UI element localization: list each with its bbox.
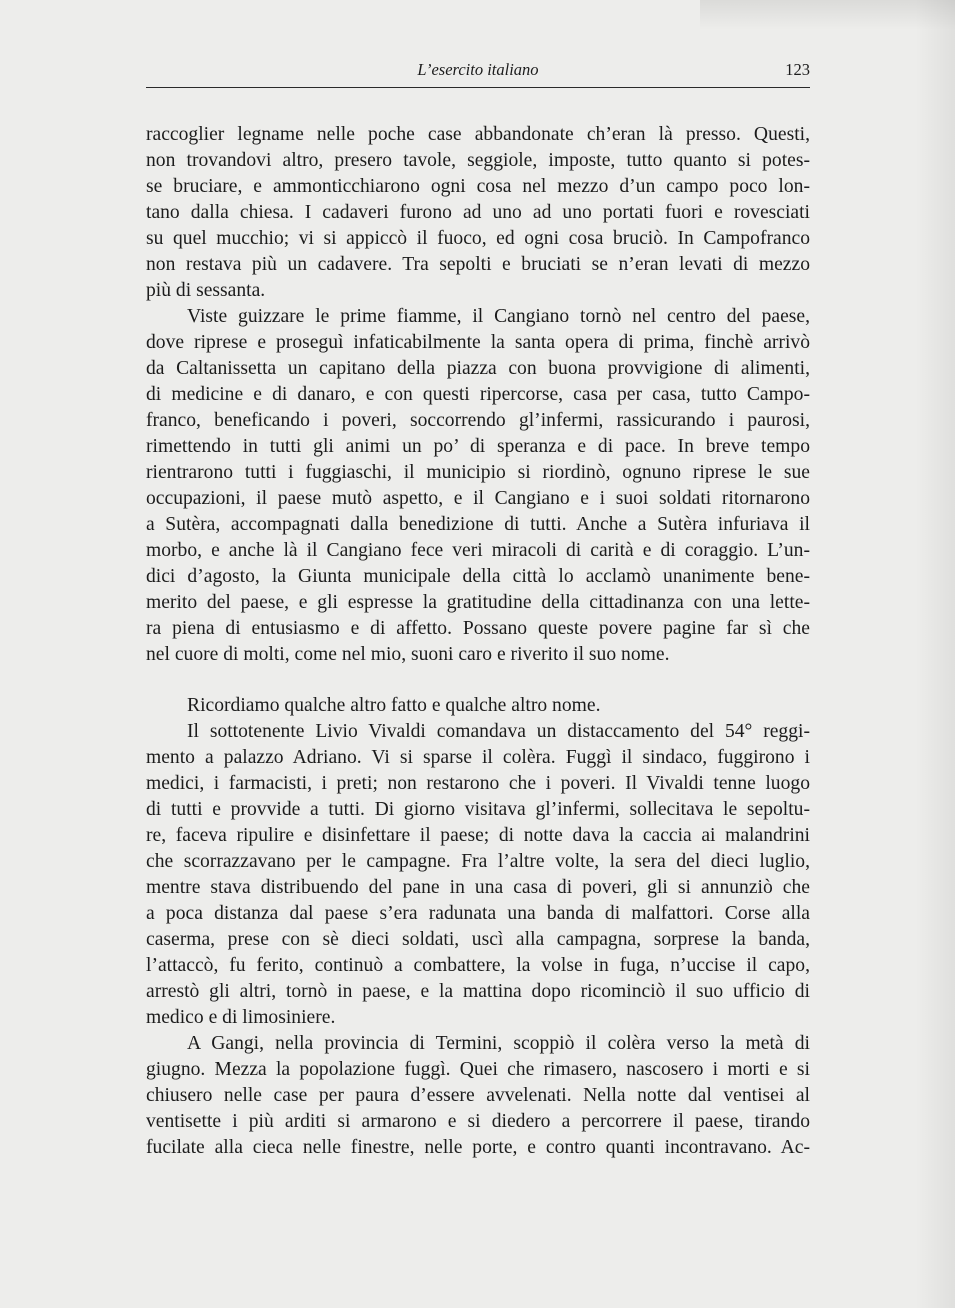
text-line: nel cuore di molti, come nel mio, suoni caro e riverito il suo nome. [146, 644, 670, 665]
text-line: l’attaccò, fu ferito, continuò a combattere, la volse in fuga, n’uccise il capo, [146, 955, 810, 976]
text-line: dici d’agosto, la Giunta municipale della città lo acclamò unanimente bene- [146, 566, 810, 587]
text-line: Ricordiamo qualche altro fatto e qualche altro nome. [187, 695, 601, 716]
text-line: ra piena di entusiasmo e di affetto. Possano queste povere pagine far sì che [146, 618, 810, 639]
text-line: A Gangi, nella provincia di Termini, scoppiò il colèra verso la metà di [187, 1033, 810, 1054]
text-line: che scorrazzavano per le campagne. Fra l’altre volte, la sera del dieci luglio, [146, 851, 810, 872]
text-line: fucilate alla cieca nelle finestre, nelle porte, e contro quanti incontravano. Ac- [146, 1137, 810, 1158]
text-line: re, faceva ripulire e disinfettare il paese; di notte dava la caccia ai malandrini [146, 825, 810, 846]
text-line: franco, beneficando i poveri, soccorrendo gl’infermi, rassicurando i paurosi, [146, 410, 810, 431]
text-line: giugno. Mezza la popolazione fuggì. Quei che rimasero, nascosero i morti e si [146, 1059, 810, 1080]
text-line: non trovandovi altro, presero tavole, seggiole, imposte, tutto quanto si potes- [146, 150, 810, 171]
text-line: medico e di limosiniere. [146, 1007, 336, 1028]
text-line: di tutti e provvide a tutti. Di giorno visitava gl’infermi, sollecitava le sepoltu- [146, 799, 810, 820]
text-line: a poca distanza dal paese s’era radunata una banda di malfattori. Corse alla [146, 903, 810, 924]
text-line: caserma, prese con sè dieci soldati, uscì alla campagna, sorprese la banda, [146, 929, 810, 950]
text-line: Viste guizzare le prime fiamme, il Cangiano tornò nel centro del paese, [187, 306, 810, 327]
text-line: su quel mucchio; vi si appiccò il fuoco, ed ogni cosa bruciò. In Campofranco [146, 228, 810, 249]
text-line: dove riprese e proseguì infaticabilmente la santa opera di prima, finchè arrivò [146, 332, 810, 353]
text-line: a Sutèra, accompagnati dalla benedizione di tutti. Anche a Sutèra infuriava il [146, 514, 810, 535]
text-line: arrestò gli altri, tornò in paese, e la mattina dopo ricominciò il suo ufficio di [146, 981, 810, 1002]
text-line: più di sessanta. [146, 280, 266, 301]
running-head [146, 60, 810, 86]
page-number: 123 [785, 60, 810, 79]
text-line: di medicine e di danaro, e con questi ripercorse, casa per casa, tutto Campo- [146, 384, 810, 405]
text-line: merito del paese, e gli espresse la gratitudine della cittadinanza con una lette- [146, 592, 810, 613]
text-line: se bruciare, e ammonticchiarono ogni cosa nel mezzo d’un campo poco lon- [146, 176, 810, 197]
text-line: rientrarono tutti i fuggiaschi, il municipio si riordinò, ognuno riprese le sue [146, 462, 810, 483]
page-edge-shadow [915, 0, 955, 1308]
text-line: medici, i farmacisti, i preti; non restarono che i poveri. Il Vivaldi tenne luogo [146, 773, 810, 794]
text-line: non restava più un cadavere. Tra sepolti e bruciati se n’eran levati di mezzo [146, 254, 810, 275]
scan-shadow [700, 0, 955, 30]
text-line: Il sottotenente Livio Vivaldi comandava un distaccamento del 54° reggi- [187, 721, 810, 742]
text-line: rimettendo in tutti gli animi un po’ di speranza e di pace. In breve tempo [146, 436, 810, 457]
text-line: mento a palazzo Adriano. Vi si sparse il colèra. Fuggì il sindaco, fuggirono i [146, 747, 810, 768]
running-title: L’esercito italiano [417, 60, 539, 79]
section-break [146, 668, 810, 693]
header-rule [146, 87, 810, 88]
body-text [146, 122, 810, 1161]
text-line: ventisette i più arditi si armarono e si diedero a percorrere il paese, tirando [146, 1111, 810, 1132]
text-line: da Caltanissetta un capitano della piazza con buona provvigione di alimenti, [146, 358, 810, 379]
text-line: morbo, e anche là il Cangiano fece veri miracoli di carità e di coraggio. L’un- [146, 540, 810, 561]
text-line: occupazioni, il paese mutò aspetto, e il Cangiano e i suoi soldati ritornarono [146, 488, 810, 509]
text-line: mentre stava distribuendo del pane in una casa di poveri, gli si annunziò che [146, 877, 810, 898]
text-line: raccoglier legname nelle poche case abbandonate ch’eran là presso. Questi, [146, 124, 810, 145]
text-line: tano dalla chiesa. I cadaveri furono ad uno ad uno portati fuori e rovesciati [146, 202, 810, 223]
text-line: chiusero nelle case per paura d’essere avvelenati. Nella notte dal ventisei al [146, 1085, 810, 1106]
